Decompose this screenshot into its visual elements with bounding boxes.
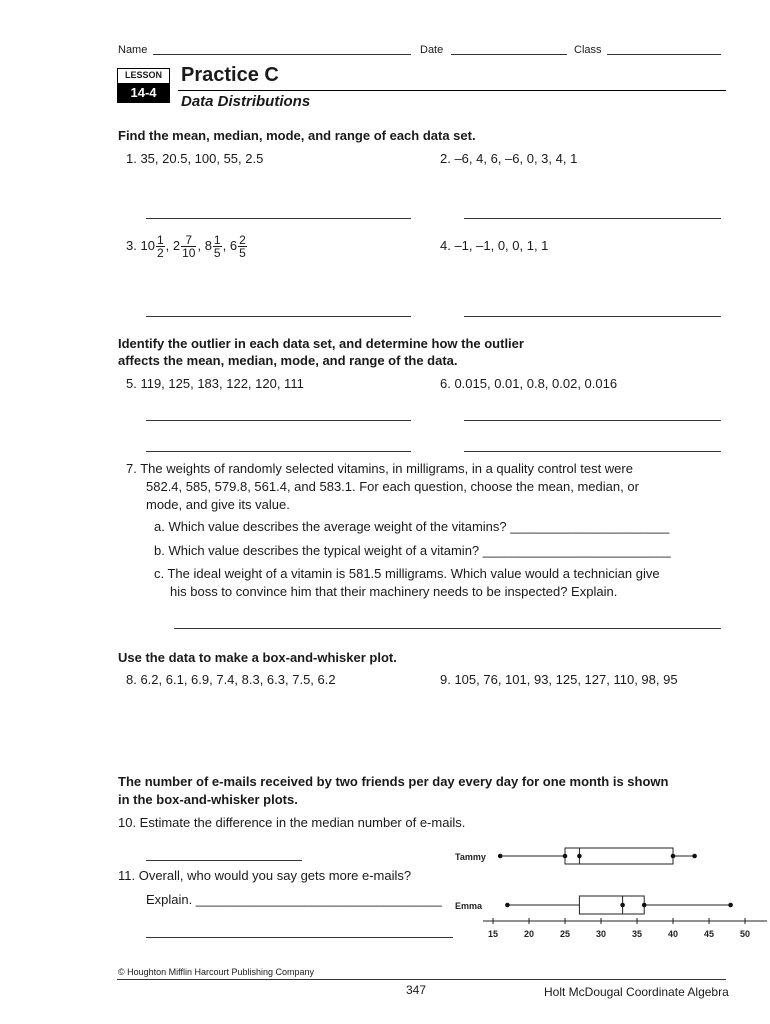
section5-instruction-line1: The number of e-mails received by two friends per day every day for one month is shown (118, 774, 669, 789)
problem-6: 6. 0.015, 0.01, 0.8, 0.02, 0.016 (440, 376, 618, 391)
mixed-whole: 2 (172, 238, 181, 253)
x-tick-label: 30 (595, 929, 607, 939)
answer-line-5b[interactable] (146, 451, 411, 452)
data-point (505, 903, 510, 908)
box (579, 896, 644, 914)
name-field[interactable] (153, 54, 411, 55)
problem-4: 4. –1, –1, 0, 0, 1, 1 (440, 238, 549, 253)
problem-11-explain: Explain. __________________________________ (146, 892, 442, 907)
answer-line-1[interactable] (146, 218, 411, 219)
class-field[interactable] (607, 54, 721, 55)
numerator: 1 (213, 232, 221, 247)
problem-5: 5. 119, 125, 183, 122, 120, 111 (126, 376, 304, 391)
fraction (213, 234, 222, 259)
section2-instruction-line2: affects the mean, median, mode, and range of the data. (118, 353, 458, 368)
answer-line-5a[interactable] (146, 420, 411, 421)
data-point (563, 854, 568, 859)
answer-line-6a[interactable] (464, 420, 721, 421)
lesson-label: LESSON (117, 68, 170, 84)
separator: , (197, 238, 205, 253)
denominator: 10 (182, 245, 196, 260)
page-subtitle: Data Distributions (181, 93, 311, 110)
section4-instruction: Use the data to make a box-and-whisker plot. (118, 650, 397, 665)
separator: , (222, 238, 230, 253)
page-title: Practice C (181, 64, 279, 86)
problem-7-line3: mode, and give its value. (146, 497, 290, 512)
x-tick-label: 45 (703, 929, 715, 939)
problem-7-line1: 7. The weights of randomly selected vitamins, in milligrams, in a quality control test were (126, 461, 633, 476)
section2-instruction-line1: Identify the outlier in each data set, and determine how the outlier (118, 336, 524, 351)
mixed-number (205, 234, 230, 259)
x-tick-label: 40 (667, 929, 679, 939)
problem-11: 11. Overall, who would you say gets more e-mails? (118, 868, 412, 883)
footer-rule (117, 979, 726, 980)
problem-9: 9. 105, 76, 101, 93, 125, 127, 110, 98, 95 (440, 672, 678, 687)
date-label: Date (420, 44, 444, 56)
class-label: Class (574, 44, 602, 56)
data-point (671, 854, 676, 859)
name-label: Name (118, 44, 148, 56)
data-point (620, 903, 625, 908)
answer-line-7c[interactable] (174, 628, 721, 629)
data-point (498, 854, 503, 859)
fraction (238, 234, 247, 259)
problem-1: 1. 35, 20.5, 100, 55, 2.5 (126, 151, 264, 166)
data-point (692, 854, 697, 859)
page-number: 347 (406, 983, 427, 997)
mixed-whole: 8 (204, 238, 212, 253)
x-tick-label: 25 (559, 929, 571, 939)
mixed-whole: 6 (229, 238, 238, 253)
denominator: 5 (239, 245, 246, 260)
fraction (156, 234, 165, 259)
problem-3 (126, 229, 248, 263)
problem-7-line2: 582.4, 585, 579.8, 561.4, and 583.1. For each question, choose the mean, median, or (146, 479, 639, 494)
problem-3-number: 3. (126, 238, 137, 253)
problem-7c-line2: his boss to convince him that their machinery needs to be inspected? Explain. (170, 584, 618, 599)
data-point (728, 903, 733, 908)
problem-7b: b. Which value describes the typical weight of a vitamin? __________________________ (154, 543, 671, 558)
x-tick-label: 20 (523, 929, 535, 939)
problem-8: 8. 6.2, 6.1, 6.9, 7.4, 8.3, 6.3, 7.5, 6.2 (126, 672, 336, 687)
answer-line-4[interactable] (464, 316, 721, 317)
mixed-number (230, 234, 248, 259)
separator: , (165, 238, 173, 253)
problem-7a: a. Which value describes the average weight of the vitamins? ______________________ (154, 519, 670, 534)
fraction (181, 234, 196, 259)
answer-line-10[interactable] (146, 860, 302, 861)
copyright: © Houghton Mifflin Harcourt Publishing Company (118, 967, 315, 977)
title-rule (178, 90, 726, 91)
data-point (642, 903, 647, 908)
numerator: 7 (181, 234, 196, 247)
date-field[interactable] (451, 54, 567, 55)
numerator: 1 (156, 232, 164, 247)
mixed-number (140, 234, 172, 259)
problem-10: 10. Estimate the difference in the median number of e-mails. (118, 815, 466, 830)
numerator: 2 (239, 232, 246, 247)
problem-2: 2. –6, 4, 6, –6, 0, 3, 4, 1 (440, 151, 578, 166)
series-label-emma: Emma (455, 901, 483, 911)
answer-line-11[interactable] (146, 937, 453, 938)
mixed-number (173, 234, 205, 259)
answer-line-2[interactable] (464, 218, 721, 219)
answer-line-3[interactable] (146, 316, 411, 317)
series-label-tammy: Tammy (455, 852, 486, 862)
answer-line-6b[interactable] (464, 451, 721, 452)
mixed-whole: 10 (140, 238, 155, 253)
box-plot-chart (455, 838, 767, 948)
denominator: 5 (213, 245, 221, 260)
x-tick-label: 15 (487, 929, 499, 939)
data-point (577, 854, 582, 859)
denominator: 2 (156, 245, 164, 260)
section5-instruction-line2: in the box-and-whisker plots. (118, 792, 298, 807)
x-tick-label: 50 (739, 929, 751, 939)
x-tick-label: 35 (631, 929, 643, 939)
problem-7c-line1: c. The ideal weight of a vitamin is 581.5 milligrams. Which value would a technician give (154, 566, 660, 581)
section1-instruction: Find the mean, median, mode, and range of each data set. (118, 128, 476, 143)
book-title: Holt McDougal Coordinate Algebra (544, 985, 729, 999)
lesson-number: 14-4 (117, 84, 170, 103)
